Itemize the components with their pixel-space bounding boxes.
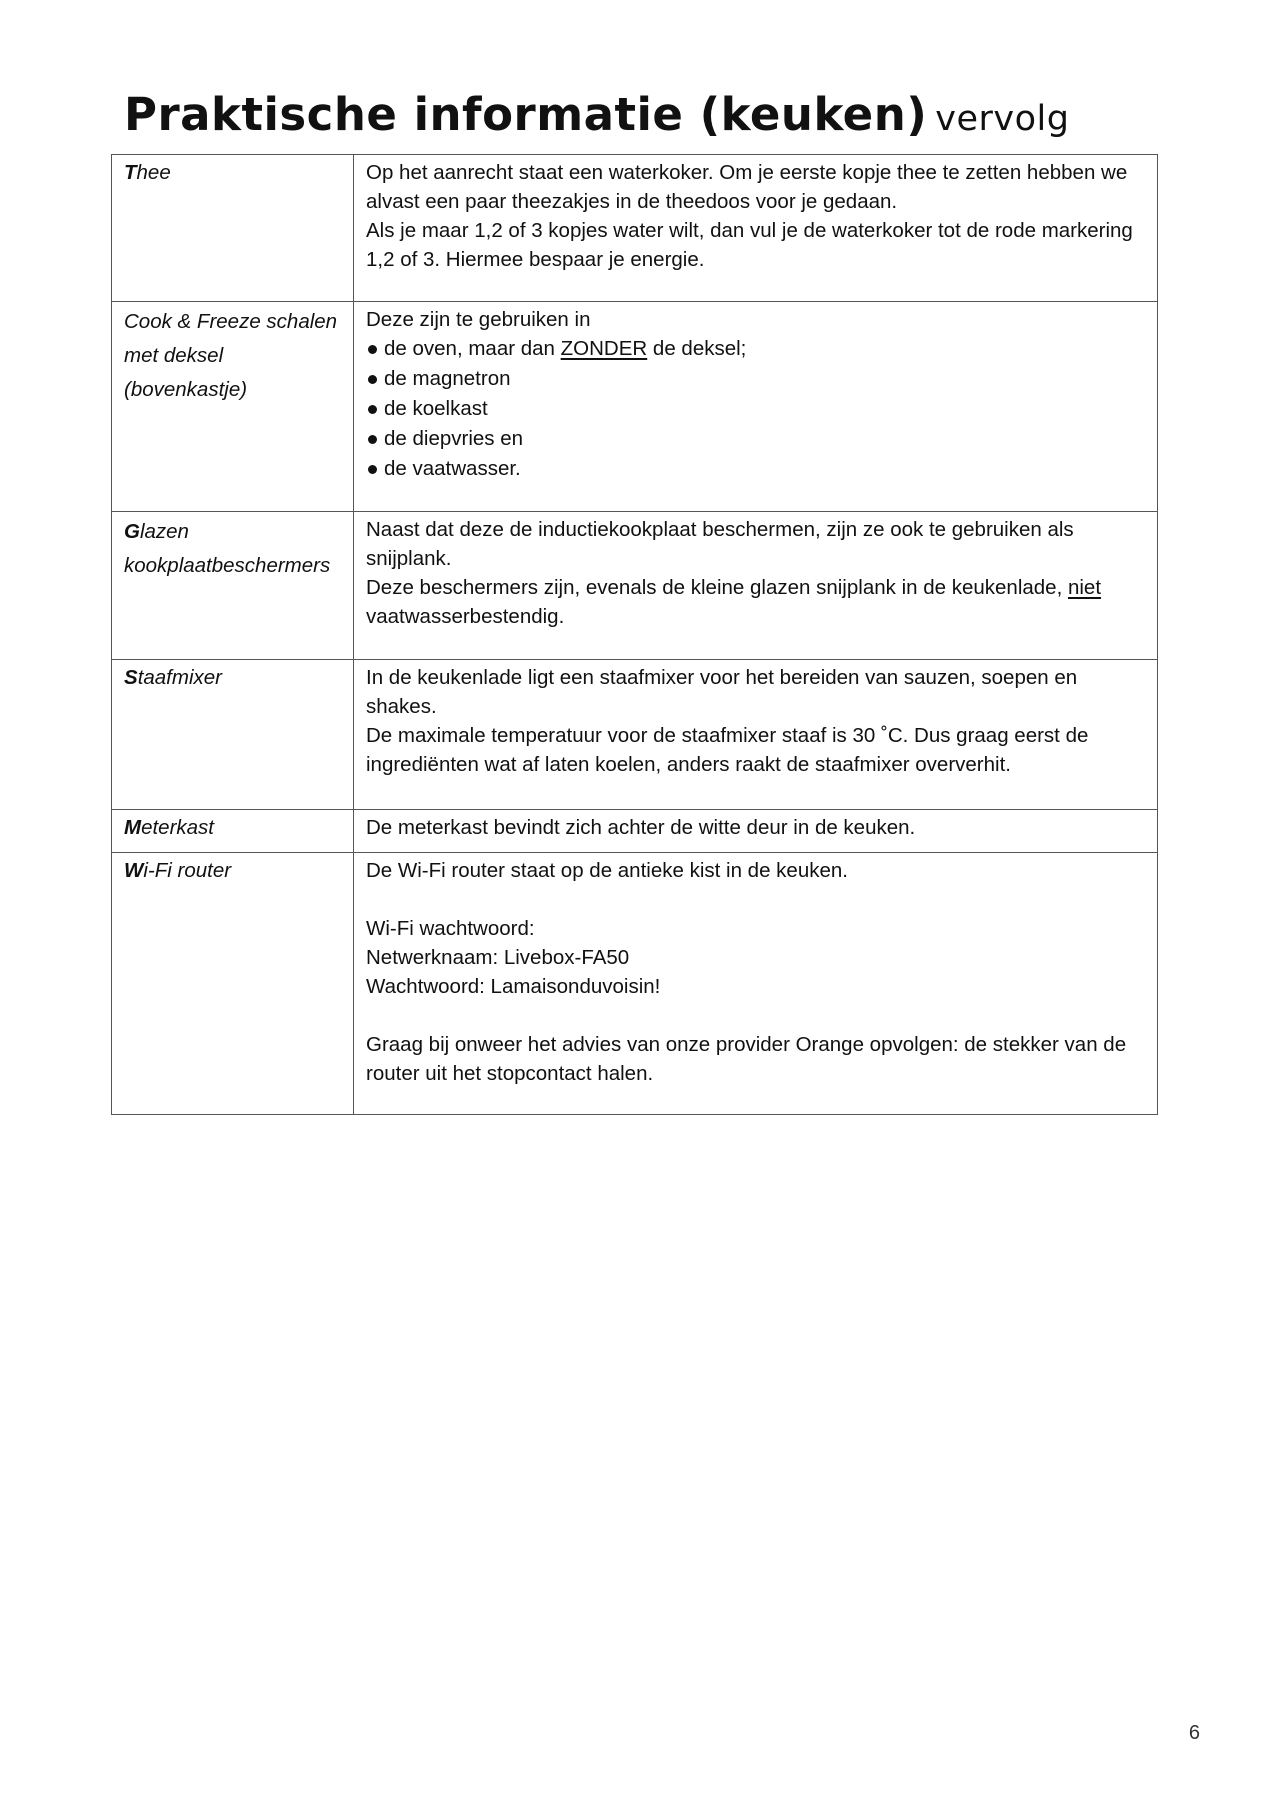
row-content: Op het aanrecht staat een waterkoker. Om je eerste kopje thee te zetten hebben we alvast een paar theezakjes in de theedoos voor je gedaan. Als je maar 1,2 of 3 kopjes water wilt, dan vul je de waterkoker tot de rode markering 1,2 of 3. Hiermee bespaar je energie. [354,155,1158,302]
row-content: In de keukenlade ligt een staafmixer voor het bereiden van sauzen, soepen en shakes. De maximale temperatuur voor de staafmixer staaf is 30 ˚C. Dus graag eerst de ingrediënten wat af laten koelen, anders raakt de staafmixer oververhit. [354,660,1158,810]
table-row-cook-freeze [112,302,1158,512]
row-label: Meterkast [112,810,354,853]
row-content: Naast dat deze de inductiekookplaat beschermen, zijn ze ook te gebruiken als snijplank. Deze beschermers zijn, evenals de kleine glazen snijplank in de keukenlade, niet vaatwasserbestendig. [354,512,1158,660]
row-content: Deze zijn te gebruiken in de oven, maar dan ZONDER de deksel; de magnetron de koelkast de diepvries en de vaatwasser. [354,302,1158,512]
list-item: de oven, maar dan ZONDER de deksel; [366,334,1147,364]
list-item: de magnetron [366,364,1147,394]
network-name: Netwerknaam: Livebox-FA50 [366,946,630,969]
row-content: De Wi-Fi router staat op de antieke kist in de keuken. Wi-Fi wachtwoord: Netwerknaam: Livebox-FA50 Wachtwoord: Lamaisonduvoisin! Graag bij onweer het advies van onze provider Orange opvolgen: de stekker van de router uit het stopcontact halen. [354,853,1158,1115]
list-item: de koelkast [366,394,1147,424]
bullet-list [366,334,1147,484]
table-row-glazen [112,512,1158,660]
table-row-wifi [112,853,1158,1115]
info-table [111,154,1158,1115]
table-row-staafmixer [112,660,1158,810]
page-title [124,88,1070,141]
wifi-password: Wachtwoord: Lamaisonduvoisin! [366,975,661,998]
row-label: Cook & Freeze schalen met deksel (bovenkastje) [112,302,354,512]
row-label: Thee [112,155,354,302]
row-label: Staafmixer [112,660,354,810]
title-suffix: vervolg [935,99,1070,139]
table-row-thee [112,155,1158,302]
row-content: De meterkast bevindt zich achter de witte deur in de keuken. [354,810,1158,853]
page-number: 6 [1188,1722,1200,1744]
list-item: de diepvries en [366,424,1147,454]
row-label: Wi-Fi router [112,853,354,1115]
table-row-meterkast [112,810,1158,853]
title-main: Praktische informatie (keuken) [124,88,928,141]
row-label: Glazen kookplaatbeschermers [112,512,354,660]
list-item: de vaatwasser. [366,454,1147,484]
